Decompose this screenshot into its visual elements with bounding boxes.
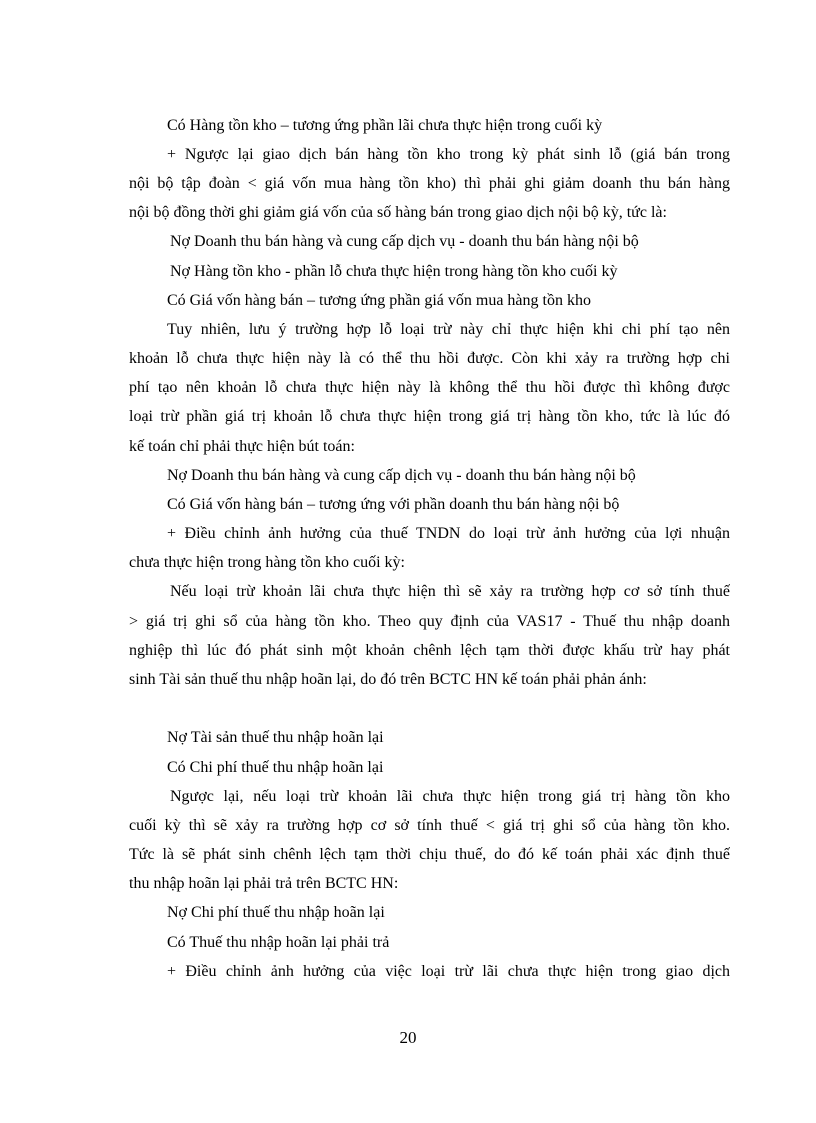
text-line: Nợ Tài sản thuế thu nhập hoãn lại [167, 729, 384, 746]
text-line: Nợ Doanh thu bán hàng và cung cấp dịch vụ - doanh thu bán hàng nội bộ [167, 467, 636, 484]
page-number: 20 [399, 1028, 417, 1047]
text-line: chưa thực hiện trong hàng tồn kho cuối kỳ: [129, 554, 405, 571]
text-line: nội bộ tập đoàn < giá vốn mua hàng tồn kho) thì phải ghi giảm doanh thu bán hàng [129, 175, 730, 192]
text-line: thu nhập hoãn lại phải trả trên BCTC HN: [129, 875, 399, 892]
text-line: Nợ Chi phí thuế thu nhập hoãn lại [167, 904, 385, 921]
text-line: nội bộ đồng thời ghi giảm giá vốn của số hàng bán trong giao dịch nội bộ kỳ, tức là: [129, 204, 667, 221]
text-line: Có Thuế thu nhập hoãn lại phải trả [167, 934, 390, 951]
text-line: Có Giá vốn hàng bán – tương ứng với phần doanh thu bán hàng nội bộ [167, 496, 620, 513]
text-line: Tuy nhiên, lưu ý trường hợp lỗ loại trừ này chỉ thực hiện khi chi phí tạo nên [167, 321, 730, 338]
text-line: Ngược lại, nếu loại trừ khoản lãi chưa thực hiện trong giá trị hàng tồn kho [170, 788, 730, 805]
text-line: cuối kỳ thì sẽ xảy ra trường hợp cơ sở tính thuế < giá trị ghi sổ của hàng tồn kho. [129, 817, 730, 834]
text-line: nghiệp thì lúc đó phát sinh một khoản chênh lệch tạm thời được khấu trừ hay phát [129, 642, 730, 659]
text-line: Tức là sẽ phát sinh chênh lệch tạm thời chịu thuế, do đó kế toán phải xác định thuế [129, 846, 730, 863]
text-line: + Ngược lại giao dịch bán hàng tồn kho trong kỳ phát sinh lỗ (giá bán trong [167, 146, 730, 163]
text-line: Có Giá vốn hàng bán – tương ứng phần giá vốn mua hàng tồn kho [167, 292, 591, 309]
text-line: + Điều chỉnh ảnh hưởng của thuế TNDN do loại trừ ảnh hưởng của lợi nhuận [167, 525, 730, 542]
text-line: khoản lỗ chưa thực hiện này là có thể thu hồi được. Còn khi xảy ra trường hợp chi [129, 350, 730, 367]
text-line: kế toán chỉ phải thực hiện bút toán: [129, 438, 355, 455]
text-line: Có Hàng tồn kho – tương ứng phần lãi chưa thực hiện trong cuối kỳ [167, 117, 603, 134]
text-line: + Điều chỉnh ảnh hưởng của việc loại trừ lãi chưa thực hiện trong giao dịch [167, 963, 730, 980]
text-line: > giá trị ghi sổ của hàng tồn kho. Theo quy định của VAS17 - Thuế thu nhập doanh [129, 613, 730, 630]
text-line: Nợ Hàng tồn kho - phần lỗ chưa thực hiện trong hàng tồn kho cuối kỳ [170, 263, 618, 280]
text-line: Nếu loại trừ khoản lãi chưa thực hiện thì sẽ xảy ra trường hợp cơ sở tính thuế [170, 583, 730, 600]
text-line: phí tạo nên khoản lỗ chưa thực hiện này là không thể thu hồi được thì không được [129, 379, 730, 396]
text-line: Có Chi phí thuế thu nhập hoãn lại [167, 759, 384, 776]
text-line: sinh Tài sản thuế thu nhập hoãn lại, do đó trên BCTC HN kế toán phải phản ánh: [129, 671, 647, 688]
text-line: loại trừ phần giá trị khoản lỗ chưa thực hiện trong giá trị hàng tồn kho, tức là lúc đó [129, 408, 730, 425]
text-line: Nợ Doanh thu bán hàng và cung cấp dịch vụ - doanh thu bán hàng nội bộ [170, 233, 639, 250]
